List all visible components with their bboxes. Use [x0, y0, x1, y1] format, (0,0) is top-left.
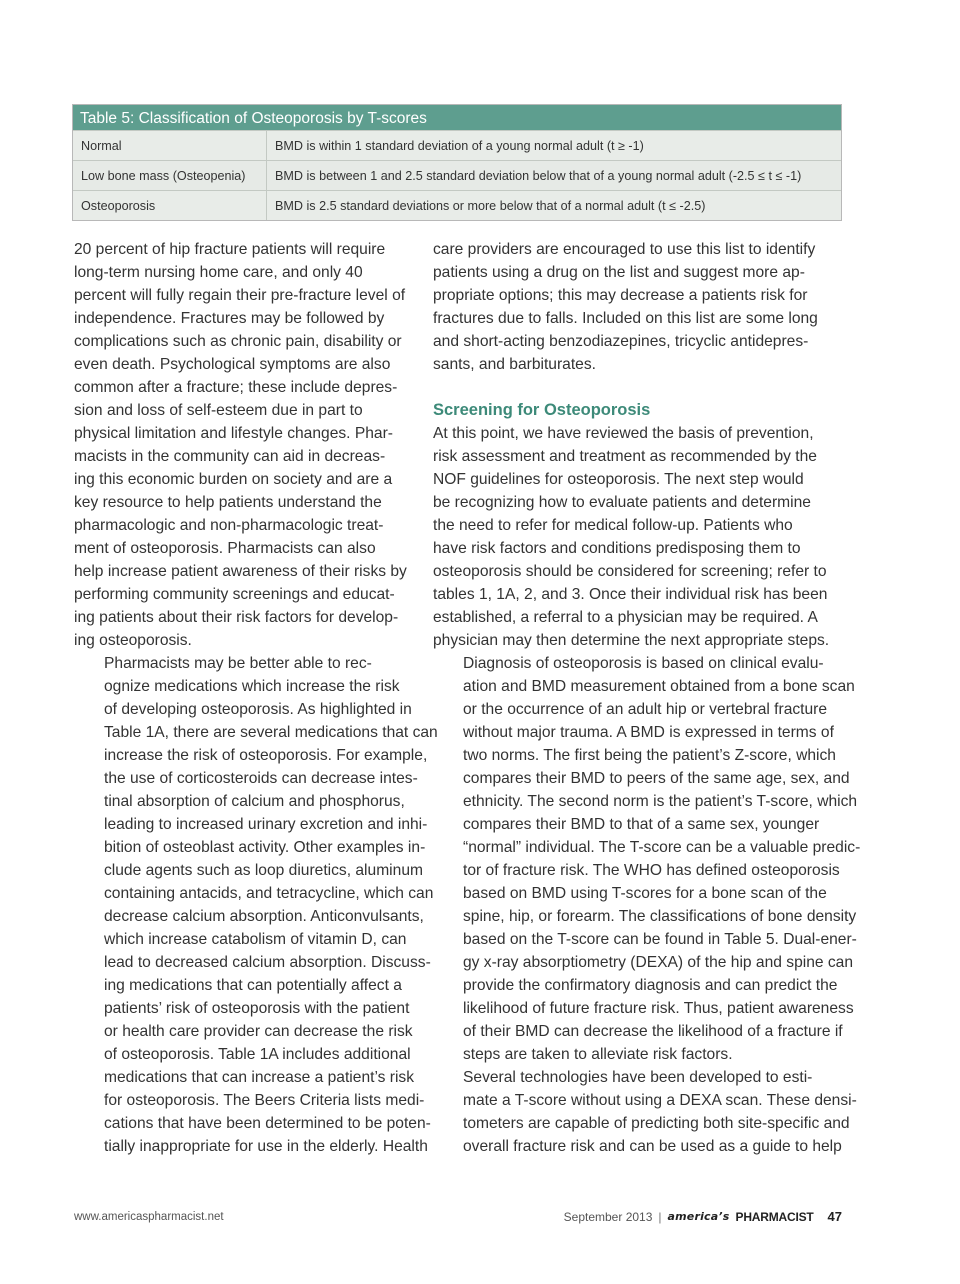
body-paragraph [433, 238, 843, 376]
text-line: lead to decreased calcium absorption. Discuss- [104, 954, 431, 971]
text-line: established, a referral to a physician may be required. A [433, 609, 818, 626]
footer-date: September 2013 [563, 1209, 653, 1224]
text-line: patients’ risk of osteoporosis with the patient [104, 1000, 410, 1017]
table-row [73, 190, 841, 220]
text-line: physician may then determine the next appropriate steps. [433, 632, 830, 649]
text-line: spine, hip, or forearm. The classifications of bone density [463, 908, 857, 925]
text-line: fractures due to falls. Included on this list are some long [433, 310, 818, 327]
text-line: ing osteoporosis. [74, 632, 192, 649]
text-line: based on the T-score can be found in Table 5. Dual-ener- [463, 931, 857, 948]
body-paragraph [74, 652, 438, 1158]
text-line: ognize medications which increase the risk [104, 678, 400, 695]
text-line: gy x-ray absorptiometry (DEXA) of the hip and spine can [463, 954, 854, 971]
text-line: overall fracture risk and can be used as a guide to help [463, 1138, 842, 1155]
text-line: 20 percent of hip fracture patients will require [74, 241, 386, 258]
body-paragraph [433, 422, 843, 652]
footer-website: www.americaspharmacist.net [74, 1211, 224, 1223]
text-line: clude agents such as loop diuretics, aluminum [104, 862, 423, 879]
text-line: tially inappropriate for use in the elderly. Health [104, 1138, 428, 1155]
text-line: Table 1A, there are several medications that can [104, 724, 438, 741]
section-heading: Screening for Osteoporosis [433, 401, 651, 419]
text-line: decrease calcium absorption. Anticonvulsants, [104, 908, 424, 925]
text-line: two norms. The first being the patient’s Z-score, which [463, 747, 836, 764]
text-line: pharmacologic and non-pharmacologic treat- [74, 517, 384, 534]
text-line: help increase patient awareness of their risks by [74, 563, 407, 580]
text-line: the need to refer for medical follow-up. Patients who [433, 517, 793, 534]
table-cell-definition: BMD is between 1 and 2.5 standard deviation below that of a young normal adult (-2.5 ≤ t ≤ -1) [275, 168, 802, 183]
text-line: tables 1, 1A, 2, and 3. Once their individual risk has been [433, 586, 828, 603]
text-line: mate a T-score without using a DEXA scan. These densi- [463, 1092, 857, 1109]
text-line: ing medications that can potentially affect a [104, 977, 402, 994]
text-line: independence. Fractures may be followed by [74, 310, 385, 327]
text-line: likelihood of future fracture risk. Thus, patient awareness [463, 1000, 854, 1017]
text-line: increase the risk of osteoporosis. For example, [104, 747, 428, 764]
text-line: steps are taken to alleviate risk factors. [463, 1046, 733, 1063]
text-line: performing community screenings and educat- [74, 586, 395, 603]
text-line: of developing osteoporosis. As highlighted in [104, 701, 412, 718]
footer-issue [564, 1209, 842, 1224]
brand-prefix: america’s [667, 1210, 730, 1223]
left-column [74, 238, 438, 1158]
text-line: of their BMD can decrease the likelihood of a fracture if [463, 1023, 843, 1040]
text-line: provide the confirmatory diagnosis and can predict the [463, 977, 838, 994]
text-line: Diagnosis of osteoporosis is based on clinical evalu- [463, 655, 824, 672]
table-cell-category: Low bone mass (Osteopenia) [73, 161, 267, 190]
text-line: osteoporosis should be considered for screening; refer to [433, 563, 827, 580]
text-line: based on BMD using T-scores for a bone scan of the [463, 885, 827, 902]
right-column [433, 238, 861, 1158]
page-number: 47 [827, 1209, 842, 1224]
table-cell-category: Normal [73, 131, 267, 160]
text-line: care providers are encouraged to use this list to identify [433, 241, 816, 258]
text-line: “normal” individual. The T-score can be a valuable predic- [463, 839, 861, 856]
text-line: NOF guidelines for osteoporosis. The next step would [433, 471, 804, 488]
table-row [73, 160, 841, 190]
text-line: patients using a drug on the list and suggest more ap- [433, 264, 805, 281]
text-line: bition of osteoblast activity. Other examples in- [104, 839, 426, 856]
text-line: ment of osteoporosis. Pharmacists can also [74, 540, 376, 557]
text-line: the use of corticosteroids can decrease intes- [104, 770, 418, 787]
text-line: cations that have been determined to be poten- [104, 1115, 431, 1132]
table-cell-definition: BMD is 2.5 standard deviations or more below that of a normal adult (t ≤ -2.5) [275, 198, 706, 213]
body-paragraph [74, 238, 416, 652]
text-line: Pharmacists may be better able to rec- [104, 655, 372, 672]
text-line: containing antacids, and tetracycline, which can [104, 885, 434, 902]
text-line: compares their BMD to that of a same sex, younger [463, 816, 820, 833]
text-line: have risk factors and conditions predisposing them to [433, 540, 801, 557]
text-line: ing patients about their risk factors for develop- [74, 609, 399, 626]
text-line: ation and BMD measurement obtained from a bone scan [463, 678, 855, 695]
text-line: without major trauma. A BMD is expressed in terms of [463, 724, 834, 741]
text-line: tinal absorption of calcium and phosphorus, [104, 793, 405, 810]
text-line: compares their BMD to peers of the same age, sex, and [463, 770, 850, 787]
tscore-classification-table [72, 104, 842, 221]
text-line: even death. Psychological symptoms are also [74, 356, 391, 373]
text-line: percent will fully regain their pre-fracture level of [74, 287, 406, 304]
body-paragraph [433, 1066, 857, 1158]
text-line: tometers are capable of predicting both site-specific and [463, 1115, 850, 1132]
table-title: Table 5: Classification of Osteoporosis by T-scores [73, 105, 841, 130]
text-line: key resource to help patients understand the [74, 494, 382, 511]
text-line: sion and loss of self-esteem due in part to [74, 402, 363, 419]
table-row [73, 130, 841, 160]
text-line: for osteoporosis. The Beers Criteria lists medi- [104, 1092, 425, 1109]
text-line: ethnicity. The second norm is the patient’s T-score, which [463, 793, 858, 810]
text-line: which increase catabolism of vitamin D, can [104, 931, 407, 948]
table-cell-definition: BMD is within 1 standard deviation of a young normal adult (t ≥ -1) [275, 138, 644, 153]
text-line: sants, and barbiturates. [433, 356, 596, 373]
text-line: and short-acting benzodiazepines, tricyclic antidepres- [433, 333, 809, 350]
body-paragraph [433, 652, 861, 1066]
text-line: ing this economic burden on society and are a [74, 471, 393, 488]
text-line: medications that can increase a patient’s risk [104, 1069, 415, 1086]
text-line: risk assessment and treatment as recommended by the [433, 448, 817, 465]
text-line: Several technologies have been developed to esti- [463, 1069, 813, 1086]
text-line: or the occurrence of an adult hip or vertebral fracture [463, 701, 828, 718]
text-line: long-term nursing home care, and only 40 [74, 264, 363, 281]
text-line: tor of fracture risk. The WHO has defined osteoporosis [463, 862, 840, 879]
text-line: At this point, we have reviewed the basis of prevention, [433, 425, 814, 442]
brand-name: PHARMACIST [735, 1209, 814, 1224]
text-line: of osteoporosis. Table 1A includes additional [104, 1046, 411, 1063]
text-line: complications such as chronic pain, disability or [74, 333, 402, 350]
text-line: or health care provider can decrease the risk [104, 1023, 413, 1040]
text-line: macists in the community can aid in decreas- [74, 448, 386, 465]
table-cell-category: Osteoporosis [73, 191, 267, 220]
text-line: be recognizing how to evaluate patients and determine [433, 494, 811, 511]
footer-separator: | [658, 1209, 662, 1224]
text-line: physical limitation and lifestyle changes. Phar- [74, 425, 393, 442]
text-line: propriate options; this may decrease a patients risk for [433, 287, 808, 304]
text-line: leading to increased urinary excretion and inhi- [104, 816, 428, 833]
text-line: common after a fracture; these include depres- [74, 379, 398, 396]
